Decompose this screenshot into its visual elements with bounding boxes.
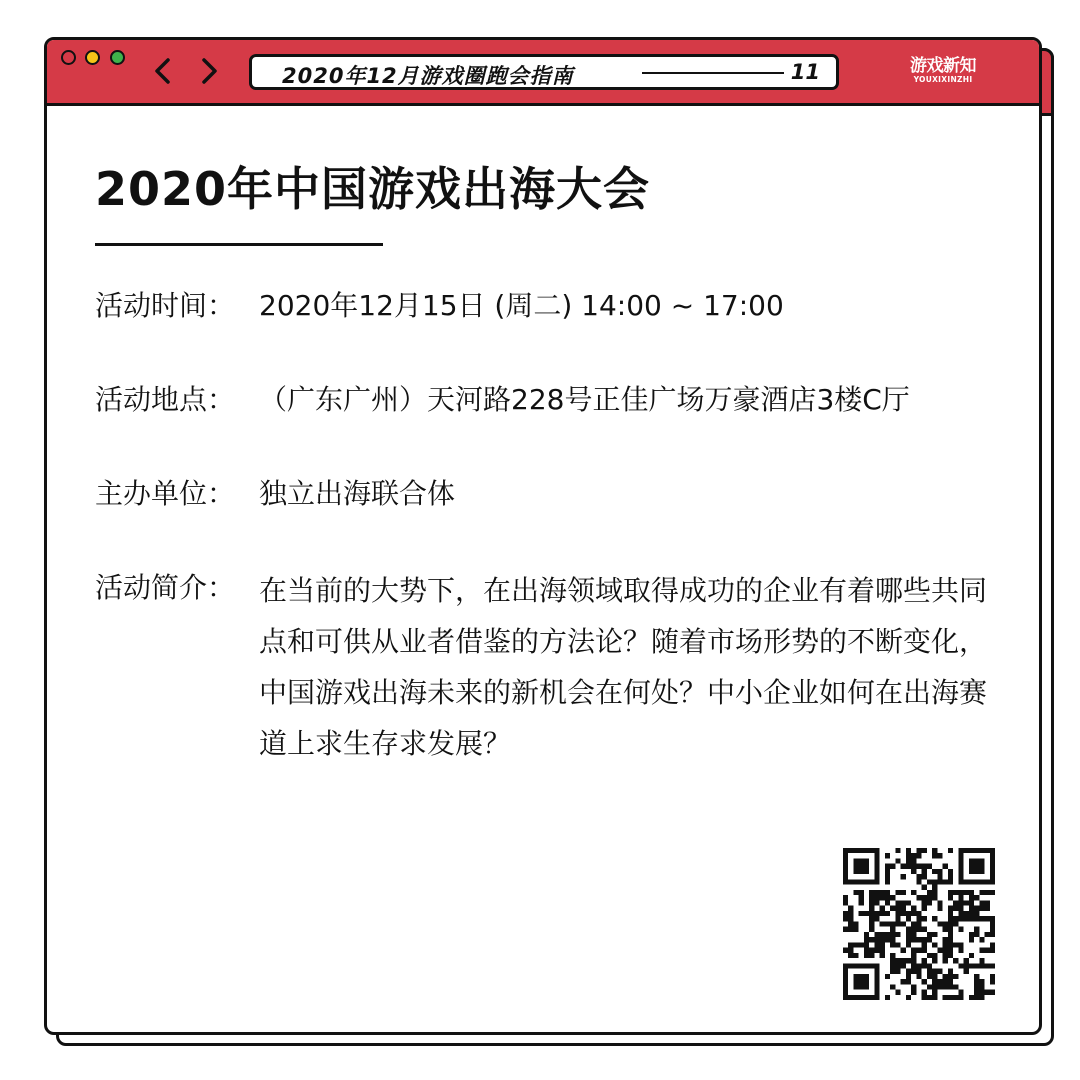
address-divider <box>642 72 784 74</box>
chevron-right-icon[interactable] <box>195 56 223 86</box>
close-dot-icon[interactable] <box>61 50 76 65</box>
place-label: 活动地点： <box>95 383 236 416</box>
title-bar <box>47 40 1039 106</box>
chevron-left-icon[interactable] <box>149 56 177 86</box>
address-bar[interactable] <box>249 54 839 90</box>
place-value: （广东广州）天河路228号正佳广场万豪酒店3楼C厅 <box>259 383 910 416</box>
host-label: 主办单位： <box>95 477 236 510</box>
brand-name-cn: 游戏新知 <box>910 56 976 76</box>
page-number: 11 <box>790 60 820 84</box>
address-text: 2020年12月游戏圈跑会指南 <box>282 64 574 88</box>
minimize-dot-icon[interactable] <box>85 50 100 65</box>
title-underline <box>95 243 383 246</box>
qr-code-icon[interactable] <box>843 848 995 1000</box>
maximize-dot-icon[interactable] <box>110 50 125 65</box>
brand-logo <box>903 57 983 84</box>
time-value: 2020年12月15日 (周二) 14:00 ~ 17:00 <box>259 289 784 322</box>
browser-window <box>44 37 1042 1035</box>
time-label: 活动时间： <box>95 289 236 322</box>
host-value: 独立出海联合体 <box>259 477 456 510</box>
intro-label: 活动简介： <box>95 571 236 604</box>
page-title: 2020年中国游戏出海大会 <box>95 162 651 216</box>
brand-name-en: YOUXIXINZHI <box>913 75 973 84</box>
intro-value: 在当前的大势下，在出海领域取得成功的企业有着哪些共同点和可供从业者借鉴的方法论？随着市场形势的不断变化，中国游戏出海未来的新机会在何处？中小企业如何在出海赛道上求生存求发展？ <box>259 574 988 760</box>
